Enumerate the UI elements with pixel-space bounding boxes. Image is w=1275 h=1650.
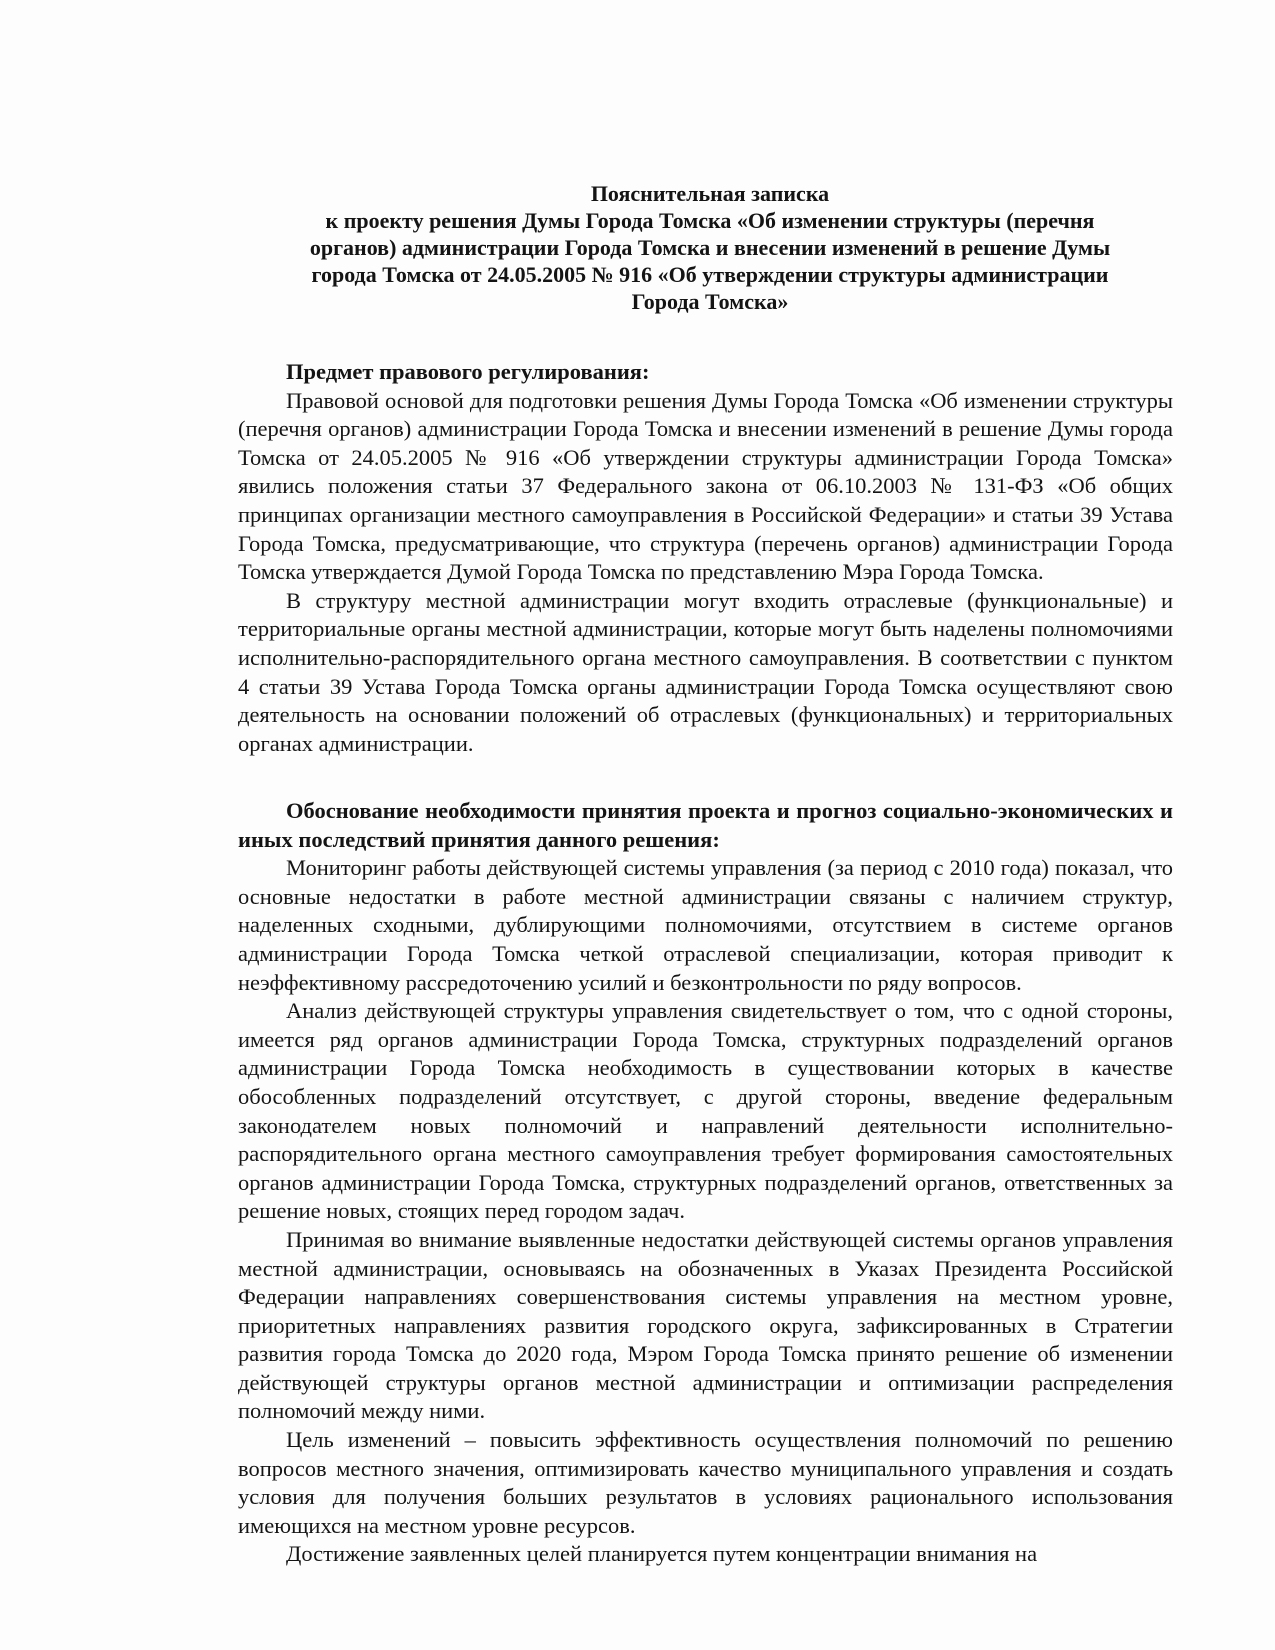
section-heading: Обоснование необходимости принятия проекта и прогноз социально-экономических и иных последствий принятия данного решения: bbox=[238, 798, 1173, 852]
title-line: города Томска от 24.05.2005 № 916 «Об утверждении структуры администрации bbox=[311, 262, 1109, 287]
paragraph: Анализ действующей структуры управления свидетельствует о том, что с одной стороны, имеется ряд органов администрации Города Томска, структурных подразделений органов администрации Города Томска необходимость в существовании которых в качестве обособленных подразделений отсутствует, с другой стороны, введение федеральным законодателем новых полномочий и направлений деятельности исполнительно-распорядительного органа местного самоуправления требует формирования самостоятельных органов администрации Города Томска, структурных подразделений органов, ответственных за решение новых, стоящих перед городом задач. bbox=[238, 998, 1173, 1224]
title-line: органов) администрации Города Томска и внесении изменений в решение Думы bbox=[309, 235, 1111, 260]
title-line: Пояснительная записка bbox=[590, 181, 830, 206]
title-line: к проекту решения Думы Города Томска «Об изменении структуры (перечня bbox=[325, 208, 1095, 233]
paragraph: Правовой основой для подготовки решения Думы Города Томска «Об изменении структуры (перечня органов) администрации Города Томска и внесении изменений в решение Думы города Томска от 24.05.2005 № 916 «Об утверждении структуры администрации Города Томска» явились положения статьи 37 Федерального закона от 06.10.2003 № 131-ФЗ «Об общих принципах организации местного самоуправления в Российской Федерации» и статьи 39 Устава Города Томска, предусматривающие, что структура (перечень органов) администрации Города Томска утверждается Думой Города Томска по представлению Мэра Города Томска. bbox=[238, 387, 1173, 585]
paragraph: В структуру местной администрации могут входить отраслевые (функциональные) и территориальные органы местной администрации, которые могут быть наделены полномочиями исполнительно-распорядительного органа местного самоуправления. В соответствии с пунктом 4 статьи 39 Устава Города Томска органы администрации Города Томска осуществляют свою деятельность на основании положений об отраслевых (функциональных) и территориальных органах администрации. bbox=[238, 587, 1173, 756]
section-legal-subject bbox=[238, 358, 1173, 758]
section-justification bbox=[238, 797, 1173, 1569]
paragraph: Достижение заявленных целей планируется путем концентрации внимания на bbox=[286, 1541, 1038, 1567]
document-title bbox=[250, 180, 1170, 315]
paragraph: Цель изменений – повысить эффективность осуществления полномочий по решению вопросов местного значения, оптимизировать качество муниципального управления и создать условия для получения больших результатов в условиях рационального использования имеющихся на местном уровне ресурсов. bbox=[238, 1427, 1173, 1538]
paragraph: Мониторинг работы действующей системы управления (за период с 2010 года) показал, что основные недостатки в работе местной администрации связаны с наличием структур, наделенных сходными, дублирующими полномочиями, отсутствием в системе органов администрации Города Томска четкой отраслевой специализации, которая приводит к неэффективному рассредоточению усилий и безконтрольности по ряду вопросов. bbox=[238, 855, 1173, 995]
section-heading: Предмет правового регулирования: bbox=[286, 359, 650, 384]
title-line: Города Томска» bbox=[631, 289, 789, 314]
paragraph: Принимая во внимание выявленные недостатки действующей системы органов управления местной администрации, основываясь на обозначенных в Указах Президента Российской Федерации направлениях совершенствования системы управления на местном уровне, приоритетных направлениях развития городского округа, зафиксированных в Стратегии развития города Томска до 2020 года, Мэром Города Томска принято решение об изменении действующей структуры органов местной администрации и оптимизации распределения полномочий между ними. bbox=[238, 1226, 1173, 1424]
